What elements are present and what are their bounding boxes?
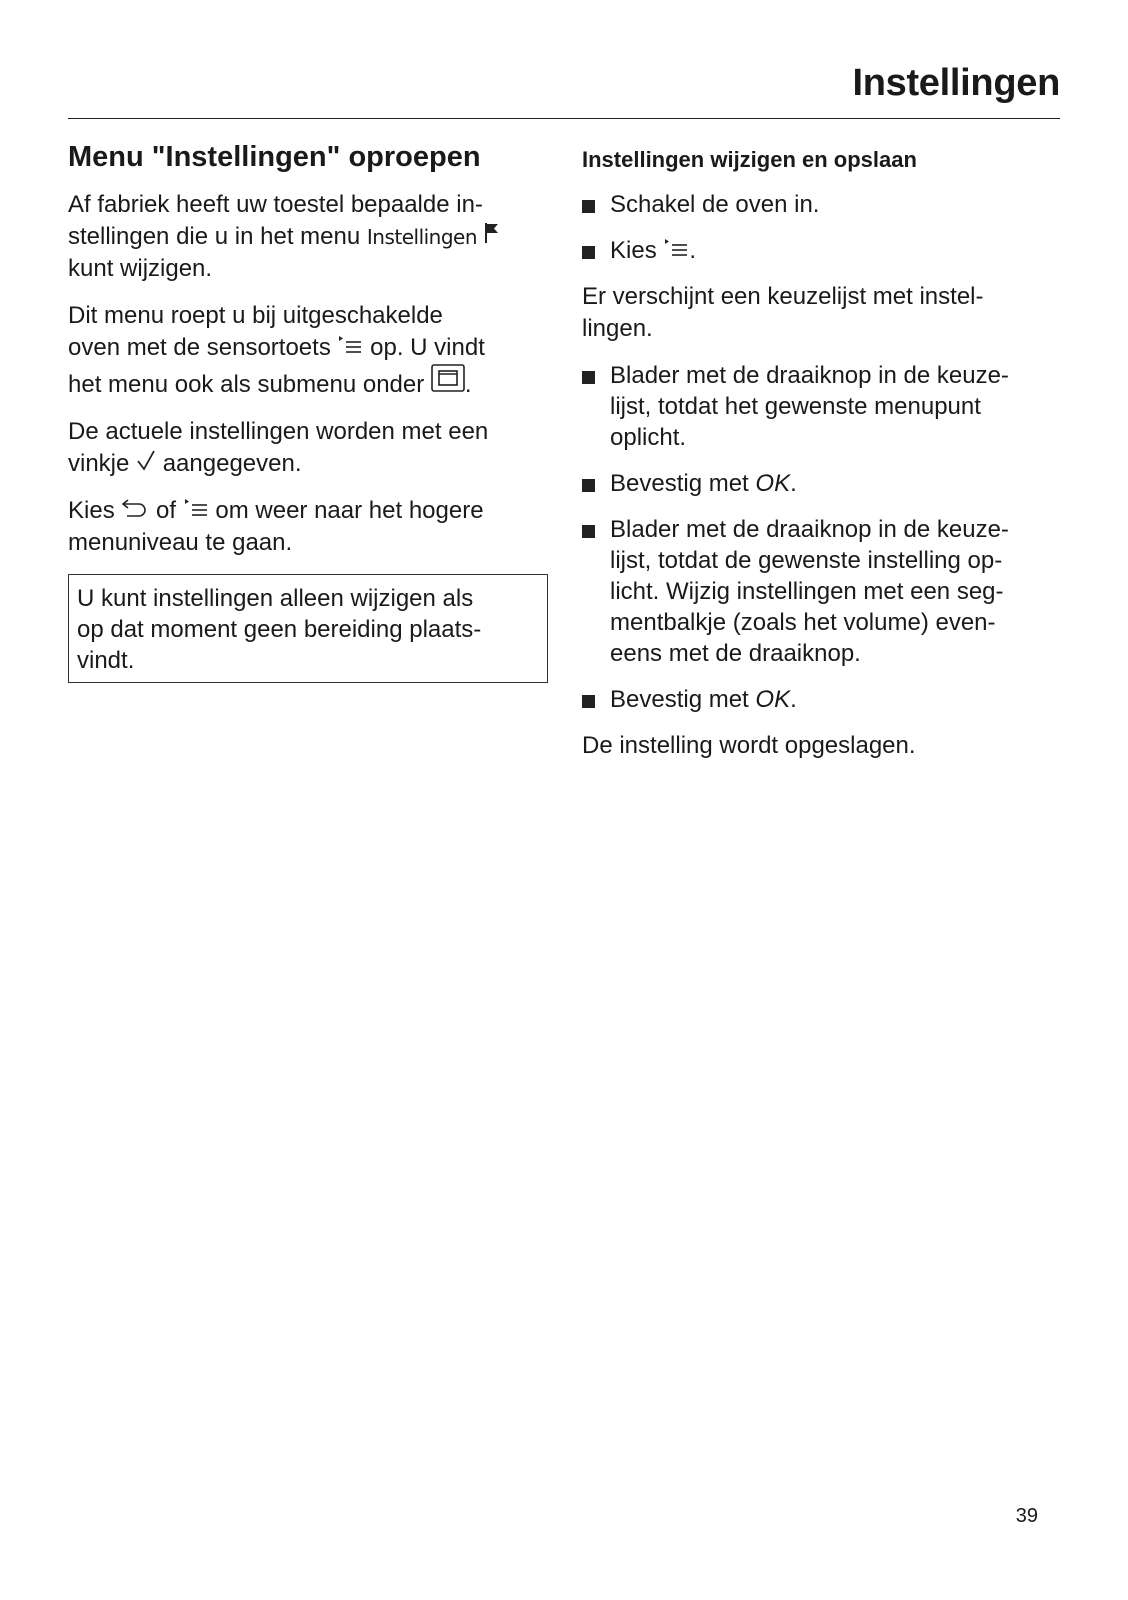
text: aangegeven. (156, 449, 302, 477)
step-item (582, 235, 1062, 266)
paragraph-factory-settings (68, 189, 548, 285)
paragraph-saved: De instelling wordt opgeslagen. (582, 731, 916, 759)
text: Bevestig met (610, 469, 756, 497)
step-item (582, 684, 1062, 715)
text: Dit menu roept u bij uitgeschakelde (68, 301, 443, 329)
text: op. U vindt (363, 333, 485, 361)
text: oplicht. (610, 423, 687, 451)
text: kunt wijzigen. (68, 254, 213, 282)
step-item (582, 189, 1062, 220)
checkmark-icon (136, 449, 156, 471)
text: om weer naar het hogere (208, 496, 484, 524)
bullet-icon (582, 246, 595, 259)
text: lijst, totdat de gewenste instelling op- (610, 546, 1003, 574)
text: U kunt instellingen alleen wijzigen als (77, 584, 474, 612)
step-item (582, 468, 1062, 499)
bullet-icon (582, 371, 595, 384)
text: Af fabriek heeft uw toestel bepaalde in- (68, 190, 483, 218)
text: Kies (610, 236, 664, 264)
bullet-icon (582, 479, 595, 492)
ok-label: OK (755, 685, 791, 713)
text: lijst, totdat het gewenste menupunt (610, 392, 981, 420)
flag-icon (484, 222, 500, 244)
menu-list-icon (183, 498, 209, 518)
back-arrow-icon (121, 498, 149, 518)
note-box (68, 574, 548, 683)
text: eens met de draaiknop. (610, 639, 861, 667)
step-item (582, 514, 1062, 669)
step-item (582, 360, 1062, 453)
text: licht. Wijzig instellingen met een seg- (610, 577, 1004, 605)
text: De actuele instellingen worden met een (68, 417, 489, 445)
text: of (149, 496, 183, 524)
paragraph-open-menu (68, 300, 548, 401)
bullet-icon (582, 200, 595, 213)
steps-list-2 (582, 360, 1062, 715)
header-divider (68, 118, 1060, 119)
text: Schakel de oven in. (610, 190, 820, 218)
page-header-title: Instellingen (852, 62, 1060, 104)
text: . (790, 685, 797, 713)
display-text-instellingen: Instellingen (366, 224, 478, 249)
text: lingen. (582, 314, 653, 342)
text: het menu ook als submenu onder (68, 370, 431, 398)
section-heading: Menu "Instellingen" oproepen (68, 141, 481, 173)
text: Kies (68, 496, 122, 524)
page-number: 39 (1015, 1505, 1038, 1527)
left-column (68, 140, 548, 683)
right-column (582, 146, 1062, 777)
paragraph-checkmark (68, 416, 548, 480)
paragraph-back (68, 495, 548, 559)
menu-list-icon (663, 238, 689, 258)
text: Blader met de draaiknop in de keuze- (610, 361, 1009, 389)
text: op dat moment geen bereiding plaats- (77, 615, 482, 643)
menu-list-icon (337, 335, 363, 355)
paragraph-selection-list (582, 281, 1062, 345)
bullet-icon (582, 525, 595, 538)
subsection-heading: Instellingen wijzigen en opslaan (582, 147, 917, 172)
window-icon (431, 364, 465, 392)
ok-label: OK (755, 469, 791, 497)
text: . (689, 236, 697, 264)
text: Blader met de draaiknop in de keuze- (610, 515, 1009, 543)
text: vinkje (68, 449, 137, 477)
steps-list-1 (582, 189, 1062, 266)
text: menuniveau te gaan. (68, 528, 293, 556)
bullet-icon (582, 695, 595, 708)
text: oven met de sensortoets (68, 333, 338, 361)
text: vindt. (77, 646, 135, 674)
text: Bevestig met (610, 685, 756, 713)
text: mentbalkje (zoals het volume) even- (610, 608, 996, 636)
text: stellingen die u in het menu (68, 222, 367, 250)
text: . (790, 469, 797, 497)
text: . (464, 370, 472, 398)
text: Er verschijnt een keuzelijst met instel- (582, 282, 984, 310)
